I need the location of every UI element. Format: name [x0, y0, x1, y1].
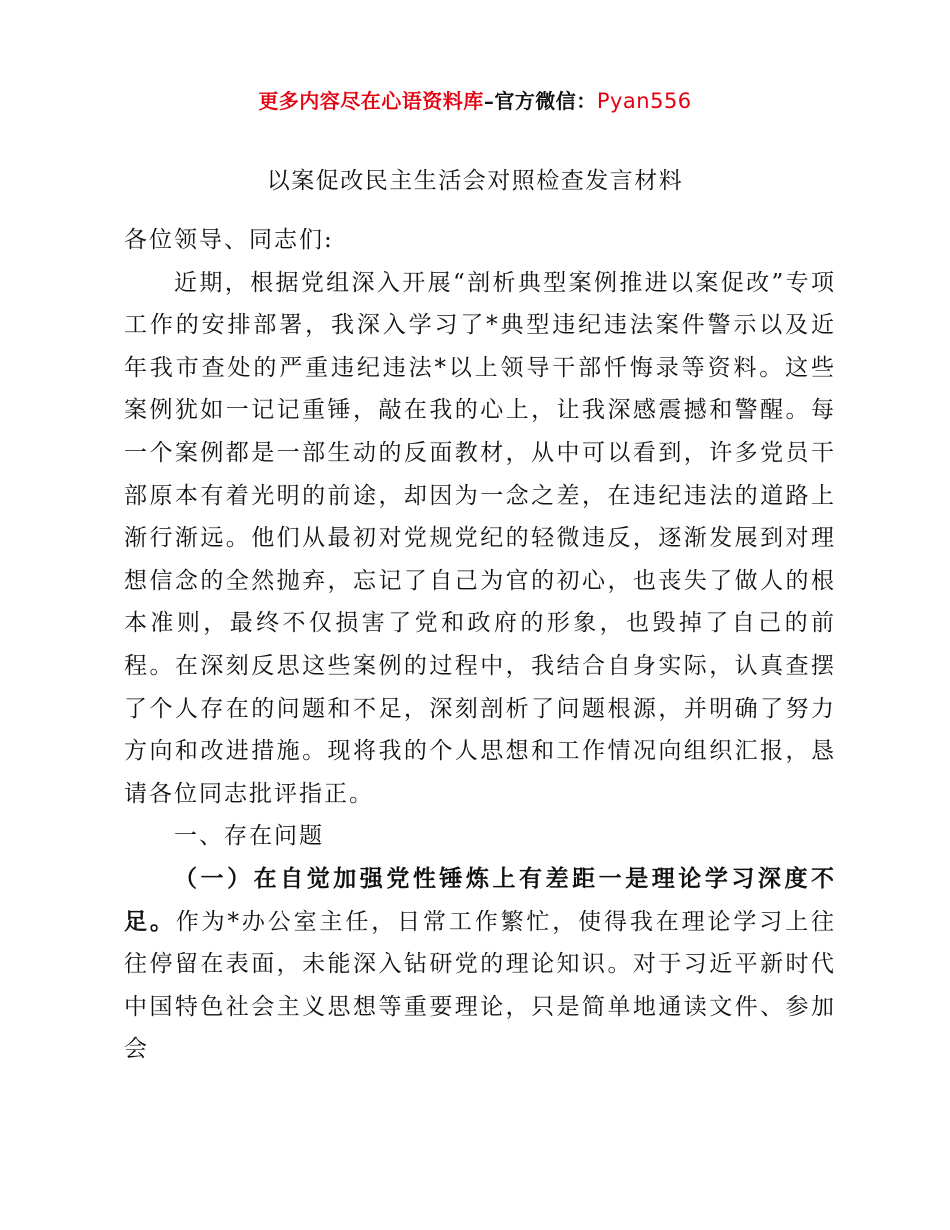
promo-header: [0, 86, 950, 116]
document-title: 以案促改民主生活会对照检查发言材料: [266, 168, 684, 194]
section-heading: 一、存在问题: [174, 823, 324, 850]
document-body: [124, 219, 836, 1071]
salutation: 各位领导、同志们:: [124, 227, 334, 253]
subsection-paragraph: [124, 858, 836, 1071]
promo-wechat-id: Pyan556: [596, 89, 692, 113]
promo-wechat-label: 官方微信：: [494, 89, 597, 113]
subsection-text: 作为*办公室主任，日常工作繁忙，使得我在理论学习上往往停留在表面，未能深入钻研党的理论知识。对于习近平新时代中国特色社会主义思想等重要理论，只是简单地通读文件、参加会: [124, 908, 837, 1063]
promo-library-text: 更多内容尽在心语资料库: [258, 89, 484, 113]
subsection-heading: （一）在自觉加强党性锤炼上有差距一是理论学习深度不足。: [124, 864, 836, 935]
promo-separator: –: [483, 89, 495, 113]
intro-paragraph: 近期，根据党组深入开展“剖析典型案例推进以案促改”专项工作的安排部署，我深入学习了*典型违纪违法案件警示以及近年我市查处的严重违纪违法*以上领导干部忏悔录等资料。这些案例犹如一记记重锤，敲在我的心上，让我深感震撼和警醒。每一个案例都是一部生动的反面教材，从中可以看到，许多党员干部原本有着光明的前途，却因为一念之差，在违纪违法的道路上渐行渐远。他们从最初对党规党纪的轻微违反，逐渐发展到对理想信念的全然抛弃，忘记了自己为官的初心，也丧失了做人的根本准则，最终不仅损害了党和政府的形象，也毁掉了自己的前程。在深刻反思这些案例的过程中，我结合自身实际，认真查摆了个人存在的问题和不足，深刻剖析了问题根源，并明确了努力方向和改进措施。现将我的个人思想和工作情况向组织汇报，恳请各位同志批评指正。: [124, 269, 836, 807]
